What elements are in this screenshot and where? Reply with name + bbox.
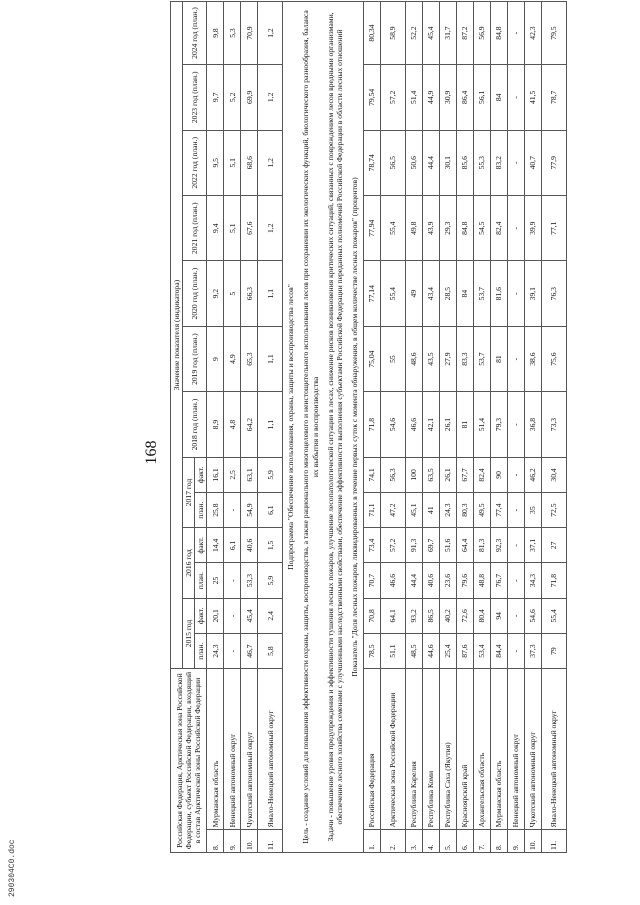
indicator-value-cell: 30,9: [439, 65, 456, 130]
region-name: Ямало-Ненецкий автономный округ: [258, 669, 283, 830]
indicator-value-cell: 77,94: [363, 195, 380, 260]
table-row: [507, 2, 524, 853]
indicator-value-cell: 56,9: [473, 2, 490, 65]
indicator-value-cell: 5,1: [224, 195, 241, 260]
indicator-value-cell: -: [507, 633, 524, 668]
indicator-value-cell: 6,1: [224, 528, 241, 563]
table-row: [439, 2, 456, 853]
indicator-value-cell: 26,1: [439, 457, 456, 492]
indicator-value-cell: 1,1: [258, 261, 283, 326]
plan-year-header-2019: 2019 год (план.): [183, 326, 207, 391]
indicator-value-cell: 40,7: [524, 130, 541, 195]
indicator-value-cell: 78,74: [363, 130, 380, 195]
indicator-value-cell: -: [507, 261, 524, 326]
indicator-value-group-header: Значение показателя (индикатора): [171, 2, 183, 669]
table-row: [363, 2, 380, 853]
indicator-value-cell: 76,3: [541, 261, 566, 326]
indicator-value-cell: 92,3: [490, 528, 507, 563]
indicator-value-cell: 42,3: [524, 2, 541, 65]
indicator-value-cell: 54,6: [380, 392, 405, 457]
row-number: 7.: [473, 830, 490, 853]
indicator-value-cell: 55,4: [541, 598, 566, 633]
indicator-value-cell: -: [507, 326, 524, 391]
indicator-value-cell: 4,8: [224, 392, 241, 457]
indicator-value-cell: 77,9: [541, 130, 566, 195]
indicator-value-cell: 84,4: [490, 633, 507, 668]
indicator-value-cell: 9: [207, 326, 224, 391]
region-name: Ямало-Ненецкий автономный округ: [541, 669, 566, 830]
region-name: Российская Федерация: [363, 669, 380, 830]
indicator-value-cell: 48,8: [473, 563, 490, 598]
indicator-value-cell: -: [224, 493, 241, 528]
indicator-value-cell: 44,9: [422, 65, 439, 130]
indicator-value-cell: 9,5: [207, 130, 224, 195]
plan-year-header-2020: 2020 год (план.): [183, 261, 207, 326]
indicator-value-cell: 5,9: [258, 563, 283, 598]
indicator-value-cell: 48,6: [405, 326, 422, 391]
indicator-value-cell: 83,2: [490, 130, 507, 195]
indicator-value-cell: 79,5: [541, 2, 566, 65]
table-row: [405, 2, 422, 853]
indicator-value-cell: -: [507, 563, 524, 598]
indicator-value-cell: 52,2: [405, 2, 422, 65]
indicator-value-cell: 55,4: [380, 261, 405, 326]
indicator-value-cell: 1,2: [258, 130, 283, 195]
indicator-value-cell: 80,3: [456, 493, 473, 528]
indicator-value-cell: 64,2: [241, 392, 258, 457]
indicator-heading: Показатель "Доля лесных пожаров, ликвидированных в течение первых суток с момента обнаружения, в общем количестве лесных пожаров" (процентов): [347, 2, 363, 853]
indicator-value-cell: 39,1: [524, 261, 541, 326]
indicator-value-cell: 36,8: [524, 392, 541, 457]
indicator-value-cell: 79,3: [490, 392, 507, 457]
indicator-value-cell: -: [507, 195, 524, 260]
indicator-value-cell: 85,6: [456, 130, 473, 195]
plan-year-header-2024: 2024 год (план.): [183, 2, 207, 65]
row-number: 8.: [207, 830, 224, 853]
region-name: Чукотский автономный округ: [524, 669, 541, 830]
indicator-value-cell: 29,3: [439, 195, 456, 260]
table-row: [224, 2, 241, 853]
indicator-value-cell: 40,2: [439, 598, 456, 633]
indicator-value-cell: 69,9: [241, 65, 258, 130]
indicator-value-cell: -: [224, 598, 241, 633]
indicator-value-cell: 27,9: [439, 326, 456, 391]
indicator-value-cell: 100: [405, 457, 422, 492]
indicator-value-cell: 70,9: [241, 2, 258, 65]
indicator-table: [170, 1, 567, 853]
indicator-value-cell: 76,7: [490, 563, 507, 598]
indicator-value-cell: 77,14: [363, 261, 380, 326]
indicator-value-cell: 84: [490, 65, 507, 130]
indicator-value-cell: 25: [207, 563, 224, 598]
indicator-value-cell: 71,1: [363, 493, 380, 528]
indicator-value-cell: 78,5: [363, 633, 380, 668]
indicator-value-cell: 57,2: [380, 65, 405, 130]
row-number: 11.: [541, 830, 566, 853]
indicator-value-cell: 9,4: [207, 195, 224, 260]
indicator-value-cell: 31,7: [439, 2, 456, 65]
indicator-value-cell: 66,3: [241, 261, 258, 326]
indicator-value-cell: 45,4: [241, 598, 258, 633]
indicator-value-cell: 23,6: [439, 563, 456, 598]
task-text: Задачи - повышение уровня предупреждения и эффективности тушения лесных пожаров, улучшение лесопатологической ситуации в лесах, снижение рисков возникновения критических ситуаций, связанных с повреждением лесов вредными организмами, обеспечение лесного хозяйства семенами с улучшенными наследственными свойствами, обеспечение эффективности выполнения субъектами Российской Федерации переданных полномочий Российской Федерации в области лесных отношений: [323, 2, 348, 853]
indicator-value-cell: 53,7: [473, 326, 490, 391]
indicator-value-cell: 25,4: [439, 633, 456, 668]
indicator-value-cell: 72,5: [541, 493, 566, 528]
indicator-value-cell: 79: [541, 633, 566, 668]
indicator-value-cell: 53,7: [473, 261, 490, 326]
document-filename: 290304C0.doc: [8, 839, 17, 897]
indicator-value-cell: 54,5: [473, 195, 490, 260]
indicator-value-cell: -: [224, 563, 241, 598]
region-name: Чукотский автономный округ: [241, 669, 258, 830]
region-name: Ненецкий автономный округ: [507, 669, 524, 830]
indicator-value-cell: 55,3: [473, 130, 490, 195]
plan-subheader: план.: [195, 563, 207, 598]
indicator-value-cell: 64,1: [380, 598, 405, 633]
indicator-value-cell: 45,4: [422, 2, 439, 65]
indicator-value-cell: 42,1: [422, 392, 439, 457]
indicator-value-cell: 87,2: [456, 2, 473, 65]
indicator-value-cell: 63,5: [422, 457, 439, 492]
indicator-value-cell: 67,6: [241, 195, 258, 260]
table-row: [241, 2, 258, 853]
plan-subheader: план.: [195, 493, 207, 528]
indicator-value-cell: 1,5: [258, 528, 283, 563]
indicator-value-cell: 75,6: [541, 326, 566, 391]
plan-subheader: план.: [195, 633, 207, 668]
table-row: [207, 2, 224, 853]
indicator-value-cell: 84: [456, 261, 473, 326]
indicator-value-cell: 24,3: [207, 633, 224, 668]
indicator-value-cell: 63,1: [241, 457, 258, 492]
indicator-value-cell: 73,3: [541, 392, 566, 457]
row-number: 5.: [439, 830, 456, 853]
indicator-value-cell: 49,5: [473, 493, 490, 528]
region-name: Республика Коми: [422, 669, 439, 830]
indicator-table-container: [170, 1, 567, 853]
indicator-value-cell: 78,7: [541, 65, 566, 130]
region-name: Красноярский край: [456, 669, 473, 830]
indicator-value-cell: 46,7: [241, 633, 258, 668]
indicator-value-cell: 5,9: [258, 457, 283, 492]
indicator-value-cell: 67,7: [456, 457, 473, 492]
indicator-value-cell: 45,1: [405, 493, 422, 528]
indicator-value-cell: 27: [541, 528, 566, 563]
indicator-value-cell: 2,5: [224, 457, 241, 492]
indicator-value-cell: 74,1: [363, 457, 380, 492]
indicator-value-cell: 55,4: [380, 195, 405, 260]
indicator-value-cell: 70,8: [363, 598, 380, 633]
indicator-value-cell: 73,4: [363, 528, 380, 563]
row-number: 1.: [363, 830, 380, 853]
page-number: 168: [143, 440, 160, 465]
indicator-value-cell: 80,4: [473, 598, 490, 633]
row-number: 10.: [241, 830, 258, 853]
row-number: 3.: [405, 830, 422, 853]
year-header-2017: 2017 год: [183, 457, 195, 527]
indicator-value-cell: 48,5: [405, 633, 422, 668]
indicator-value-cell: 16,1: [207, 457, 224, 492]
indicator-value-cell: -: [507, 130, 524, 195]
indicator-value-cell: 46,6: [380, 563, 405, 598]
indicator-value-cell: 41: [422, 493, 439, 528]
year-header-2015: 2015 год: [183, 598, 195, 668]
indicator-value-cell: 30,1: [439, 130, 456, 195]
indicator-value-cell: 43,4: [422, 261, 439, 326]
indicator-value-cell: 6,1: [258, 493, 283, 528]
table-row: [456, 2, 473, 853]
indicator-value-cell: 69,7: [422, 528, 439, 563]
indicator-value-cell: 2,4: [258, 598, 283, 633]
indicator-value-cell: 79,6: [456, 563, 473, 598]
indicator-value-cell: 50,6: [405, 130, 422, 195]
indicator-value-cell: 53,3: [241, 563, 258, 598]
indicator-value-cell: -: [507, 457, 524, 492]
fact-subheader: факт.: [195, 457, 207, 492]
indicator-value-cell: 1,2: [258, 2, 283, 65]
indicator-value-cell: -: [507, 65, 524, 130]
indicator-value-cell: 9,2: [207, 261, 224, 326]
indicator-value-cell: 54,6: [524, 598, 541, 633]
indicator-value-cell: 43,5: [422, 326, 439, 391]
indicator-value-cell: 72,6: [456, 598, 473, 633]
indicator-value-cell: 56,5: [380, 130, 405, 195]
indicator-value-cell: 46,2: [524, 457, 541, 492]
indicator-value-cell: 40,6: [422, 563, 439, 598]
table-row: [422, 2, 439, 853]
year-header-2016: 2016 год: [183, 528, 195, 598]
indicator-value-cell: 37,1: [524, 528, 541, 563]
indicator-value-cell: 34,3: [524, 563, 541, 598]
indicator-value-cell: 1,1: [258, 326, 283, 391]
region-name: Ненецкий автономный округ: [224, 669, 241, 830]
table-row: [258, 2, 283, 853]
indicator-value-cell: 51,1: [380, 633, 405, 668]
indicator-value-cell: 71,8: [363, 392, 380, 457]
indicator-value-cell: 80,34: [363, 2, 380, 65]
indicator-value-cell: 91,3: [405, 528, 422, 563]
indicator-value-cell: 5,2: [224, 65, 241, 130]
region-name: Арктическая зона Российской Федерации: [380, 669, 405, 830]
indicator-value-cell: 65,3: [241, 326, 258, 391]
region-name: Республика Карелия: [405, 669, 422, 830]
indicator-value-cell: 75,04: [363, 326, 380, 391]
indicator-value-cell: 25,8: [207, 493, 224, 528]
table-row: [380, 2, 405, 853]
plan-year-header-2022: 2022 год (план.): [183, 130, 207, 195]
indicator-value-cell: -: [507, 2, 524, 65]
region-name: Архангельская область: [473, 669, 490, 830]
indicator-value-cell: 5: [224, 261, 241, 326]
indicator-value-cell: 81,3: [473, 528, 490, 563]
indicator-value-cell: 86,5: [422, 598, 439, 633]
indicator-value-cell: -: [507, 598, 524, 633]
region-name: Мурманская область: [490, 669, 507, 830]
indicator-value-cell: 38,6: [524, 326, 541, 391]
indicator-value-cell: 1,2: [258, 195, 283, 260]
indicator-value-cell: 35: [524, 493, 541, 528]
indicator-value-cell: 14,4: [207, 528, 224, 563]
indicator-value-cell: 77,1: [541, 195, 566, 260]
table-body-top: [207, 2, 283, 853]
indicator-value-cell: -: [507, 528, 524, 563]
indicator-value-cell: 5,8: [258, 633, 283, 668]
table-body-bottom: [363, 2, 566, 853]
indicator-value-cell: 8,9: [207, 392, 224, 457]
indicator-value-cell: 56,3: [380, 457, 405, 492]
fact-subheader: факт.: [195, 598, 207, 633]
indicator-value-cell: -: [507, 493, 524, 528]
table-row: [490, 2, 507, 853]
indicator-value-cell: 71,8: [541, 563, 566, 598]
indicator-value-cell: 51,4: [405, 65, 422, 130]
indicator-value-cell: 41,5: [524, 65, 541, 130]
indicator-value-cell: 93,2: [405, 598, 422, 633]
indicator-value-cell: 4,9: [224, 326, 241, 391]
table-row: [524, 2, 541, 853]
indicator-value-cell: 64,4: [456, 528, 473, 563]
indicator-value-cell: 81,6: [490, 261, 507, 326]
section-text-block: [283, 2, 364, 853]
indicator-value-cell: -: [224, 633, 241, 668]
indicator-value-cell: 20,1: [207, 598, 224, 633]
plan-year-header-2021: 2021 год (план.): [183, 195, 207, 260]
plan-year-header-2023: 2023 год (план.): [183, 65, 207, 130]
indicator-value-cell: 30,4: [541, 457, 566, 492]
indicator-value-cell: 83,3: [456, 326, 473, 391]
indicator-value-cell: 44,4: [405, 563, 422, 598]
indicator-value-cell: 1,1: [258, 392, 283, 457]
indicator-value-cell: 79,54: [363, 65, 380, 130]
row-number: 9.: [507, 830, 524, 853]
indicator-value-cell: 44,4: [422, 130, 439, 195]
indicator-value-cell: 1,2: [258, 65, 283, 130]
indicator-value-cell: 81: [456, 392, 473, 457]
indicator-value-cell: 5,1: [224, 130, 241, 195]
indicator-value-cell: 39,9: [524, 195, 541, 260]
region-column-header: Российская Федерация, Арктическая зона Российской Федерации, субъект Российской Федерации, входящий в состав Арктической зоны Российской Федерации: [171, 669, 207, 853]
indicator-value-cell: 77,4: [490, 493, 507, 528]
indicator-value-cell: 49: [405, 261, 422, 326]
indicator-value-cell: -: [507, 392, 524, 457]
indicator-value-cell: 84,8: [490, 2, 507, 65]
indicator-value-cell: 24,3: [439, 493, 456, 528]
indicator-value-cell: 53,4: [473, 633, 490, 668]
indicator-value-cell: 87,6: [456, 633, 473, 668]
indicator-value-cell: 43,9: [422, 195, 439, 260]
indicator-value-cell: 81: [490, 326, 507, 391]
indicator-value-cell: 47,2: [380, 493, 405, 528]
table-row: [473, 2, 490, 853]
indicator-value-cell: 54,9: [241, 493, 258, 528]
indicator-value-cell: 82,4: [473, 457, 490, 492]
indicator-value-cell: 57,2: [380, 528, 405, 563]
indicator-value-cell: 70,7: [363, 563, 380, 598]
row-number: 2.: [380, 830, 405, 853]
indicator-value-cell: 68,6: [241, 130, 258, 195]
goal-text: Цель - создание условий для повышения эффективности охраны, защиты, воспроизводства, а также рационального многоцелевого и неистощительного использования лесов при сохранении их экологических функций, биологического разнообразия, баланса их выбытия и воспроизводства: [298, 2, 323, 853]
indicator-value-cell: 28,5: [439, 261, 456, 326]
row-number: 8.: [490, 830, 507, 853]
row-number: 4.: [422, 830, 439, 853]
indicator-value-cell: 56,1: [473, 65, 490, 130]
indicator-value-cell: 84,8: [456, 195, 473, 260]
table-row: [541, 2, 566, 853]
indicator-value-cell: 94: [490, 598, 507, 633]
table-header: [171, 2, 207, 853]
region-name: Республика Саха (Якутия): [439, 669, 456, 830]
indicator-value-cell: 90: [490, 457, 507, 492]
region-name: Мурманская область: [207, 669, 224, 830]
indicator-value-cell: 9,8: [207, 2, 224, 65]
subprogram-heading: Подпрограмма "Обеспечение использования, охраны, защиты и воспроизводства лесов": [283, 2, 299, 853]
indicator-value-cell: 5,3: [224, 2, 241, 65]
indicator-value-cell: 82,4: [490, 195, 507, 260]
indicator-value-cell: 37,3: [524, 633, 541, 668]
indicator-value-cell: 26,1: [439, 392, 456, 457]
indicator-value-cell: 46,6: [405, 392, 422, 457]
row-number: 6.: [456, 830, 473, 853]
row-number: 10.: [524, 830, 541, 853]
fact-subheader: факт.: [195, 528, 207, 563]
indicator-value-cell: 51,6: [439, 528, 456, 563]
row-number: 9.: [224, 830, 241, 853]
indicator-value-cell: 51,4: [473, 392, 490, 457]
row-number: 11.: [258, 830, 283, 853]
indicator-value-cell: 49,8: [405, 195, 422, 260]
indicator-value-cell: 9,7: [207, 65, 224, 130]
indicator-value-cell: 58,9: [380, 2, 405, 65]
indicator-value-cell: 55: [380, 326, 405, 391]
plan-year-header-2018: 2018 год (план.): [183, 392, 207, 457]
indicator-value-cell: 86,4: [456, 65, 473, 130]
indicator-value-cell: 44,6: [422, 633, 439, 668]
indicator-value-cell: 40,6: [241, 528, 258, 563]
